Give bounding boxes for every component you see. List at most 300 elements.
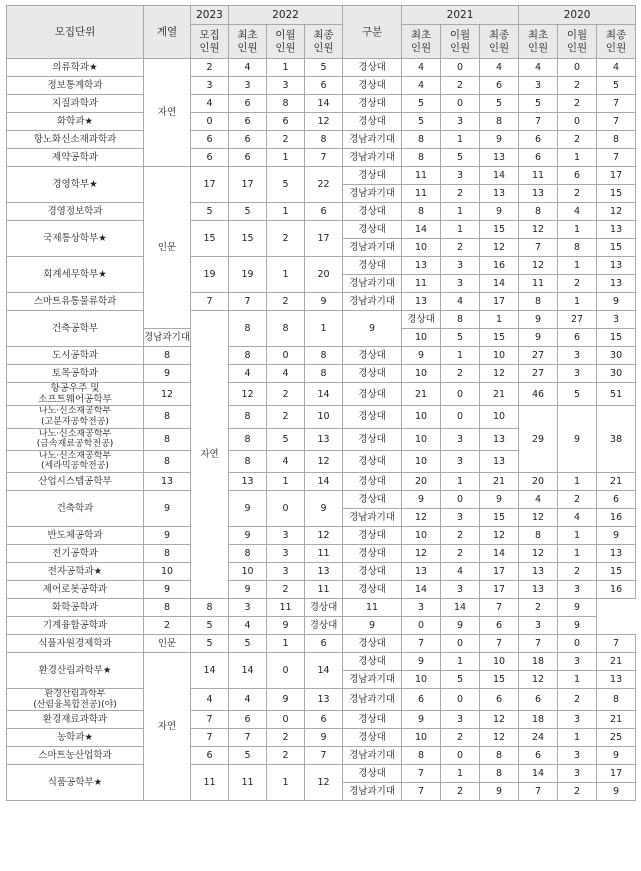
cell: 0 <box>402 617 441 635</box>
cell: 14 <box>305 383 343 406</box>
cell: 7 <box>305 149 343 167</box>
cell: 13 <box>519 185 558 203</box>
cell: 5 <box>441 671 480 689</box>
cell: 5 <box>267 167 305 203</box>
cell: 14 <box>480 545 519 563</box>
cell: 9 <box>229 491 267 527</box>
table-row <box>7 293 636 311</box>
cell: 8 <box>402 203 441 221</box>
cell: 15 <box>597 329 636 347</box>
cell: 9 <box>144 365 191 383</box>
cell: 13 <box>480 185 519 203</box>
cell: 25 <box>597 729 636 747</box>
cell: 3 <box>267 563 305 581</box>
cell: 1 <box>267 473 305 491</box>
cell: 15 <box>480 329 519 347</box>
cell: 7 <box>597 113 636 131</box>
cell: 4 <box>229 617 267 635</box>
header-carry-2022: 이월 인원 <box>267 25 305 59</box>
cell: 6 <box>191 149 229 167</box>
cell: 4 <box>558 509 597 527</box>
campus-cell: 경상대 <box>343 563 402 581</box>
cell: 1 <box>558 473 597 491</box>
cell: 5 <box>558 383 597 406</box>
cell: 10 <box>402 450 441 472</box>
cell: 1 <box>305 311 343 347</box>
cell: 9 <box>597 527 636 545</box>
table-row <box>7 653 636 671</box>
cell: 13 <box>519 581 558 599</box>
cell: 3 <box>267 545 305 563</box>
cell: 0 <box>441 383 480 406</box>
cell: 3 <box>441 581 480 599</box>
cell: 1 <box>558 149 597 167</box>
table-row <box>7 729 636 747</box>
cell: 10 <box>402 428 441 450</box>
cell: 3 <box>597 311 636 329</box>
header-first-2021: 최초 인원 <box>402 25 441 59</box>
cell: 13 <box>480 149 519 167</box>
cell: 8 <box>305 347 343 365</box>
cell: 10 <box>480 406 519 428</box>
campus-cell: 경상대 <box>343 95 402 113</box>
cell: 9 <box>519 311 558 329</box>
campus-cell: 경상대 <box>343 428 402 450</box>
cell: 21 <box>480 383 519 406</box>
table-row <box>7 59 636 77</box>
cell: 3 <box>191 77 229 95</box>
cell: 5 <box>480 95 519 113</box>
cell: 17 <box>480 293 519 311</box>
cell: 9 <box>558 617 597 635</box>
campus-cell: 경상대 <box>343 365 402 383</box>
cell: 14 <box>402 581 441 599</box>
cell: 9 <box>305 491 343 527</box>
cell: 16 <box>480 257 519 275</box>
cell: 6 <box>305 77 343 95</box>
cell: 9 <box>480 131 519 149</box>
campus-cell: 경남과기대 <box>343 131 402 149</box>
cell: 6 <box>480 77 519 95</box>
cell: 2 <box>558 275 597 293</box>
cell: 17 <box>229 167 267 203</box>
cell: 13 <box>305 689 343 711</box>
cell: 8 <box>402 149 441 167</box>
cell: 3 <box>441 113 480 131</box>
unit-name: 화학공학과 <box>7 599 144 617</box>
cell: 38 <box>597 406 636 473</box>
cell: 12 <box>305 527 343 545</box>
cell: 2 <box>558 783 597 801</box>
cell: 13 <box>229 473 267 491</box>
cell: 9 <box>229 581 267 599</box>
cell: 4 <box>597 59 636 77</box>
unit-name: 토목공학과 <box>7 365 144 383</box>
cell: 3 <box>441 257 480 275</box>
header-unit: 모집단위 <box>7 6 144 59</box>
field-cell: 인문 <box>144 635 191 653</box>
cell: 12 <box>480 365 519 383</box>
unit-name: 지질과학과 <box>7 95 144 113</box>
cell: 4 <box>480 59 519 77</box>
cell: 7 <box>402 783 441 801</box>
unit-name: 식품공학부★ <box>7 765 144 801</box>
cell: 3 <box>558 581 597 599</box>
campus-cell: 경상대 <box>343 729 402 747</box>
table-row <box>7 77 636 95</box>
cell: 1 <box>441 221 480 239</box>
cell: 6 <box>480 689 519 711</box>
cell: 9 <box>305 729 343 747</box>
cell: 21 <box>597 711 636 729</box>
campus-cell: 경남과기대 <box>343 293 402 311</box>
header-2020: 2020 <box>519 6 636 25</box>
cell: 4 <box>519 491 558 509</box>
cell: 51 <box>597 383 636 406</box>
cell: 3 <box>267 527 305 545</box>
cell: 2 <box>558 491 597 509</box>
cell: 12 <box>305 765 343 801</box>
cell: 8 <box>558 239 597 257</box>
cell: 1 <box>441 473 480 491</box>
campus-cell: 경상대 <box>343 59 402 77</box>
cell: 1 <box>558 257 597 275</box>
cell: 0 <box>267 491 305 527</box>
cell: 11 <box>519 167 558 185</box>
cell: 2 <box>558 131 597 149</box>
unit-name: 산업시스템공학부 <box>7 473 144 491</box>
campus-cell: 경상대 <box>343 635 402 653</box>
cell: 3 <box>558 365 597 383</box>
cell: 14 <box>441 599 480 617</box>
cell: 10 <box>402 729 441 747</box>
cell: 5 <box>305 59 343 77</box>
cell: 0 <box>267 347 305 365</box>
cell: 7 <box>519 113 558 131</box>
unit-name: 건축학과 <box>7 491 144 527</box>
table-row <box>7 167 636 185</box>
cell: 15 <box>597 563 636 581</box>
cell: 3 <box>402 599 441 617</box>
cell: 29 <box>519 406 558 473</box>
campus-cell: 경상대 <box>343 113 402 131</box>
cell: 8 <box>229 450 267 472</box>
cell: 17 <box>480 563 519 581</box>
cell: 2 <box>519 599 558 617</box>
cell: 9 <box>305 293 343 311</box>
cell: 1 <box>558 671 597 689</box>
cell: 3 <box>558 653 597 671</box>
cell: 8 <box>480 113 519 131</box>
cell: 3 <box>558 347 597 365</box>
cell: 7 <box>229 293 267 311</box>
cell: 2 <box>267 221 305 257</box>
cell: 7 <box>480 599 519 617</box>
cell: 14 <box>480 167 519 185</box>
cell: 46 <box>519 383 558 406</box>
campus-cell: 경상대 <box>343 653 402 671</box>
cell: 3 <box>558 765 597 783</box>
cell: 16 <box>597 509 636 527</box>
cell: 2 <box>441 545 480 563</box>
campus-cell: 경상대 <box>343 765 402 783</box>
cell: 1 <box>267 635 305 653</box>
cell: 7 <box>597 635 636 653</box>
cell: 11 <box>229 765 267 801</box>
cell: 27 <box>519 347 558 365</box>
cell: 2 <box>558 563 597 581</box>
cell: 7 <box>519 783 558 801</box>
cell: 8 <box>229 311 267 347</box>
unit-name: 스마트유통물류학과 <box>7 293 144 311</box>
cell: 17 <box>305 221 343 257</box>
cell: 9 <box>597 783 636 801</box>
cell: 15 <box>480 671 519 689</box>
cell: 10 <box>144 563 191 581</box>
cell: 11 <box>402 167 441 185</box>
unit-name: 국제통상학부★ <box>7 221 144 257</box>
cell: 6 <box>558 167 597 185</box>
header-campus: 구분 <box>343 6 402 59</box>
cell: 24 <box>519 729 558 747</box>
cell: 12 <box>144 383 191 406</box>
campus-cell: 경상대 <box>343 406 402 428</box>
cell: 9 <box>480 203 519 221</box>
cell: 13 <box>597 545 636 563</box>
cell: 3 <box>519 617 558 635</box>
cell: 4 <box>229 59 267 77</box>
cell: 2 <box>441 185 480 203</box>
field-cell: 자연 <box>144 653 191 801</box>
cell: 6 <box>305 711 343 729</box>
cell: 2 <box>267 406 305 428</box>
cell: 7 <box>402 635 441 653</box>
header-recruit: 모집 인원 <box>191 25 229 59</box>
table-row <box>7 635 636 653</box>
table-row <box>7 599 636 617</box>
cell: 11 <box>305 581 343 599</box>
cell: 12 <box>402 509 441 527</box>
cell: 21 <box>480 473 519 491</box>
cell: 2 <box>267 581 305 599</box>
cell: 8 <box>144 406 191 428</box>
cell: 15 <box>480 509 519 527</box>
unit-name: 정보통계학과 <box>7 77 144 95</box>
cell: 9 <box>480 491 519 509</box>
unit-name: 식품자원경제학과 <box>7 635 144 653</box>
header-2022: 2022 <box>229 6 343 25</box>
campus-cell: 경상대 <box>343 545 402 563</box>
cell: 5 <box>191 617 229 635</box>
cell: 5 <box>441 329 480 347</box>
cell: 10 <box>305 406 343 428</box>
unit-name: 건축공학부 <box>7 311 144 347</box>
cell: 13 <box>597 671 636 689</box>
table-row <box>7 527 636 545</box>
cell: 8 <box>191 599 229 617</box>
cell: 12 <box>480 527 519 545</box>
cell: 6 <box>597 491 636 509</box>
cell: 0 <box>441 406 480 428</box>
campus-cell: 경남과기대 <box>343 509 402 527</box>
cell: 6 <box>267 113 305 131</box>
campus-cell: 경남과기대 <box>343 239 402 257</box>
cell: 17 <box>191 167 229 203</box>
cell: 9 <box>267 617 305 635</box>
cell: 1 <box>267 59 305 77</box>
cell: 17 <box>597 167 636 185</box>
table-row <box>7 747 636 765</box>
header-carry-2021: 이월 인원 <box>441 25 480 59</box>
cell: 5 <box>229 203 267 221</box>
cell: 4 <box>402 77 441 95</box>
unit-name: 농학과★ <box>7 729 144 747</box>
cell: 9 <box>144 581 191 599</box>
cell: 13 <box>305 428 343 450</box>
cell: 0 <box>267 711 305 729</box>
cell: 13 <box>519 563 558 581</box>
header-2023: 2023 <box>191 6 229 25</box>
cell: 0 <box>558 635 597 653</box>
campus-cell: 경남과기대 <box>343 747 402 765</box>
unit-name: 회계세무학부★ <box>7 257 144 293</box>
cell: 2 <box>267 293 305 311</box>
cell: 6 <box>305 635 343 653</box>
campus-cell: 경상대 <box>343 77 402 95</box>
cell: 8 <box>597 689 636 711</box>
cell: 13 <box>597 257 636 275</box>
cell: 20 <box>519 473 558 491</box>
table-row <box>7 581 636 599</box>
cell: 9 <box>597 293 636 311</box>
cell: 12 <box>519 257 558 275</box>
table-row <box>7 711 636 729</box>
cell: 2 <box>267 747 305 765</box>
campus-cell: 경상대 <box>343 491 402 509</box>
unit-name: 경영정보학과 <box>7 203 144 221</box>
cell: 10 <box>480 653 519 671</box>
cell: 6 <box>229 113 267 131</box>
cell: 1 <box>267 203 305 221</box>
cell: 2 <box>267 383 305 406</box>
cell: 22 <box>305 167 343 203</box>
cell: 13 <box>597 221 636 239</box>
unit-name: 환경재료과학과 <box>7 711 144 729</box>
cell: 1 <box>441 203 480 221</box>
cell: 3 <box>229 599 267 617</box>
cell: 5 <box>191 635 229 653</box>
cell: 8 <box>402 131 441 149</box>
cell: 3 <box>441 428 480 450</box>
campus-cell: 경상대 <box>343 581 402 599</box>
cell: 6 <box>519 689 558 711</box>
cell: 0 <box>441 635 480 653</box>
cell: 20 <box>305 257 343 293</box>
cell: 12 <box>519 221 558 239</box>
cell: 8 <box>229 406 267 428</box>
cell: 8 <box>229 428 267 450</box>
cell: 5 <box>229 635 267 653</box>
cell: 5 <box>402 113 441 131</box>
cell: 3 <box>558 747 597 765</box>
cell: 12 <box>597 203 636 221</box>
cell: 17 <box>480 581 519 599</box>
campus-cell: 경상대 <box>402 311 441 329</box>
cell: 14 <box>402 221 441 239</box>
cell: 9 <box>480 783 519 801</box>
campus-cell: 경남과기대 <box>343 185 402 203</box>
cell: 11 <box>402 275 441 293</box>
cell: 15 <box>597 239 636 257</box>
cell: 9 <box>519 329 558 347</box>
cell: 12 <box>305 113 343 131</box>
cell: 7 <box>402 765 441 783</box>
cell: 9 <box>229 527 267 545</box>
cell: 13 <box>402 293 441 311</box>
cell: 9 <box>441 617 480 635</box>
cell: 7 <box>480 635 519 653</box>
campus-cell: 경상대 <box>343 257 402 275</box>
header-2021: 2021 <box>402 6 519 25</box>
cell: 12 <box>305 450 343 472</box>
cell: 4 <box>519 59 558 77</box>
cell: 13 <box>402 563 441 581</box>
cell: 6 <box>480 617 519 635</box>
cell: 6 <box>229 131 267 149</box>
cell: 6 <box>558 329 597 347</box>
cell: 2 <box>558 185 597 203</box>
cell: 18 <box>519 653 558 671</box>
unit-name: 나노·신소재공학부 (고분자공학전공) <box>7 406 144 428</box>
cell: 6 <box>402 689 441 711</box>
cell: 14 <box>305 653 343 689</box>
cell: 1 <box>480 311 519 329</box>
header-first-2022: 최초 인원 <box>229 25 267 59</box>
campus-cell: 경상대 <box>343 347 402 365</box>
cell: 0 <box>558 59 597 77</box>
unit-name: 환경산림과학부★ <box>7 653 144 689</box>
cell: 21 <box>597 653 636 671</box>
cell: 13 <box>597 275 636 293</box>
cell: 2 <box>441 239 480 257</box>
cell: 4 <box>191 95 229 113</box>
cell: 9 <box>558 599 597 617</box>
cell: 6 <box>191 747 229 765</box>
table-row <box>7 131 636 149</box>
cell: 17 <box>597 765 636 783</box>
cell: 19 <box>191 257 229 293</box>
cell: 15 <box>229 221 267 257</box>
cell: 1 <box>558 527 597 545</box>
cell: 2 <box>558 689 597 711</box>
cell: 7 <box>191 711 229 729</box>
cell: 11 <box>191 765 229 801</box>
campus-cell: 경상대 <box>305 617 343 635</box>
campus-cell: 경남과기대 <box>343 149 402 167</box>
cell: 3 <box>441 450 480 472</box>
unit-name: 항공우주 및 소프트웨어공학부 <box>7 383 144 406</box>
cell: 27 <box>558 311 597 329</box>
field-cell: 자연 <box>191 311 229 599</box>
campus-cell: 경남과기대 <box>343 689 402 711</box>
cell: 14 <box>519 765 558 783</box>
unit-name: 스마트농산업학과 <box>7 747 144 765</box>
campus-cell: 경상대 <box>343 711 402 729</box>
cell: 18 <box>519 711 558 729</box>
campus-cell: 경상대 <box>343 450 402 472</box>
cell: 1 <box>558 293 597 311</box>
cell: 3 <box>519 77 558 95</box>
